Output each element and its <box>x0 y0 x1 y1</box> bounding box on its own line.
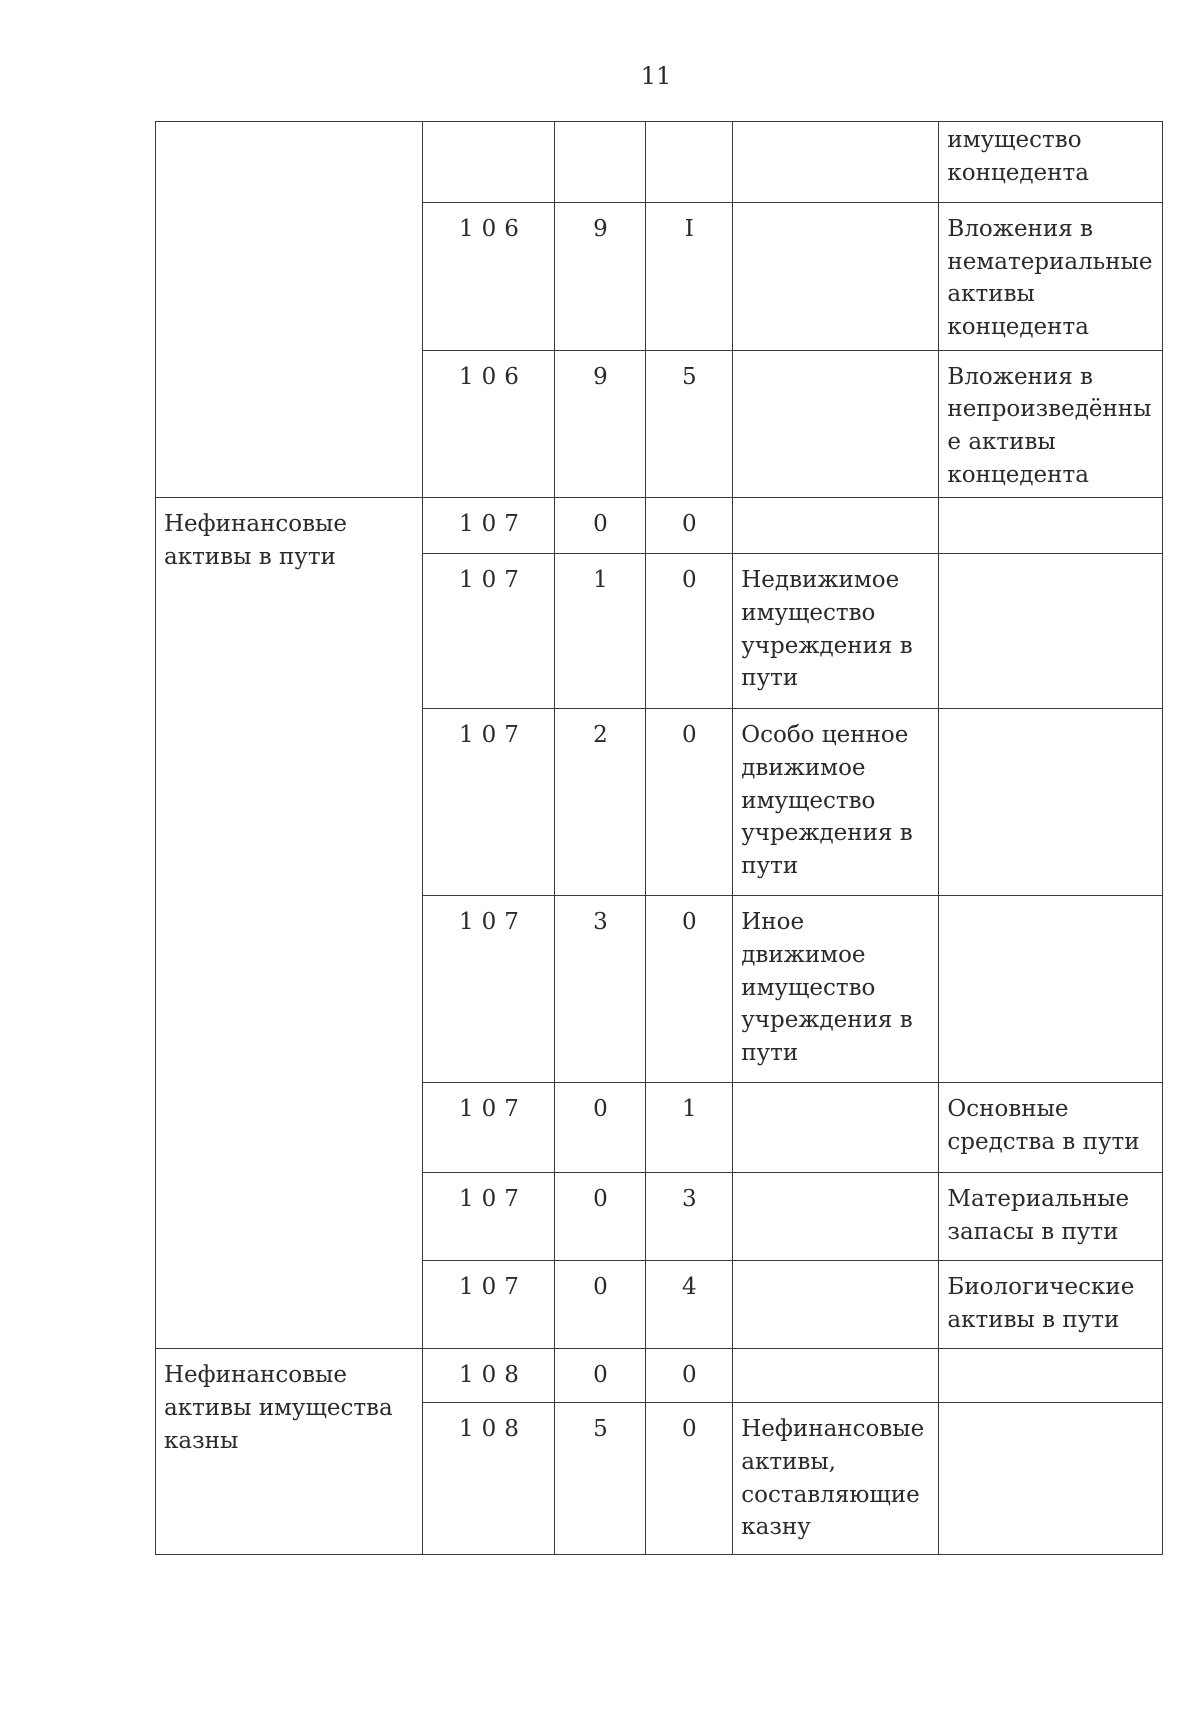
name-cell: Иное движимое имущество учреждения в пути <box>733 896 939 1083</box>
page-number: 11 <box>640 62 672 90</box>
code-cell: 107 <box>422 709 554 896</box>
code-cell: 107 <box>422 1173 554 1261</box>
code-cell: 9 <box>555 350 646 498</box>
code-cell: 107 <box>422 896 554 1083</box>
group-cell <box>156 122 423 498</box>
code-cell <box>422 122 554 203</box>
name-cell <box>939 709 1163 896</box>
code-cell <box>555 122 646 203</box>
name-cell <box>733 1083 939 1173</box>
name-cell <box>733 203 939 351</box>
code-cell: 0 <box>646 498 733 554</box>
code-cell: I <box>646 203 733 351</box>
code-cell: 107 <box>422 1261 554 1349</box>
code-cell: 9 <box>555 203 646 351</box>
name-cell <box>733 122 939 203</box>
table-row <box>156 1349 1163 1403</box>
name-cell <box>733 1349 939 1403</box>
code-cell: 0 <box>646 554 733 709</box>
name-cell: Материальные запасы в пути <box>939 1173 1163 1261</box>
code-cell: 2 <box>555 709 646 896</box>
name-cell <box>733 498 939 554</box>
name-cell: Нефинансовые активы, составляющие казну <box>733 1403 939 1555</box>
name-cell <box>939 1403 1163 1555</box>
group-cell: Нефинансовые активы имущества казны <box>156 1349 423 1555</box>
code-cell: 0 <box>555 1349 646 1403</box>
name-cell: Вложения в непроизведённые активы концедента <box>939 350 1163 498</box>
code-cell: 108 <box>422 1349 554 1403</box>
code-cell: 5 <box>555 1403 646 1555</box>
code-cell: 0 <box>555 498 646 554</box>
accounts-table <box>155 121 1163 1555</box>
code-cell: 107 <box>422 1083 554 1173</box>
name-cell <box>733 350 939 498</box>
table-row <box>156 122 1163 203</box>
group-cell: Нефинансовые активы в пути <box>156 498 423 1349</box>
code-cell: 0 <box>646 1403 733 1555</box>
name-cell: Особо ценное движимое имущество учреждения в пути <box>733 709 939 896</box>
name-cell <box>939 896 1163 1083</box>
name-cell: Основные средства в пути <box>939 1083 1163 1173</box>
code-cell: 0 <box>646 1349 733 1403</box>
name-cell: Биологические активы в пути <box>939 1261 1163 1349</box>
code-cell: 107 <box>422 498 554 554</box>
name-cell: Недвижимое имущество учреждения в пути <box>733 554 939 709</box>
name-cell <box>733 1261 939 1349</box>
code-cell: 0 <box>646 709 733 896</box>
name-cell: имущество концедента <box>939 122 1163 203</box>
name-cell <box>939 554 1163 709</box>
name-cell <box>939 1349 1163 1403</box>
code-cell: 5 <box>646 350 733 498</box>
code-cell: 1 <box>555 554 646 709</box>
code-cell: 0 <box>555 1261 646 1349</box>
table-row <box>156 498 1163 554</box>
code-cell: 106 <box>422 350 554 498</box>
code-cell: 106 <box>422 203 554 351</box>
code-cell: 108 <box>422 1403 554 1555</box>
name-cell <box>733 1173 939 1261</box>
code-cell: 0 <box>555 1173 646 1261</box>
code-cell: 0 <box>646 896 733 1083</box>
code-cell: 4 <box>646 1261 733 1349</box>
code-cell: 0 <box>555 1083 646 1173</box>
code-cell: 107 <box>422 554 554 709</box>
code-cell: 3 <box>555 896 646 1083</box>
name-cell: Вложения в нематериальные активы концедента <box>939 203 1163 351</box>
code-cell: 1 <box>646 1083 733 1173</box>
name-cell <box>939 498 1163 554</box>
code-cell <box>646 122 733 203</box>
code-cell: 3 <box>646 1173 733 1261</box>
